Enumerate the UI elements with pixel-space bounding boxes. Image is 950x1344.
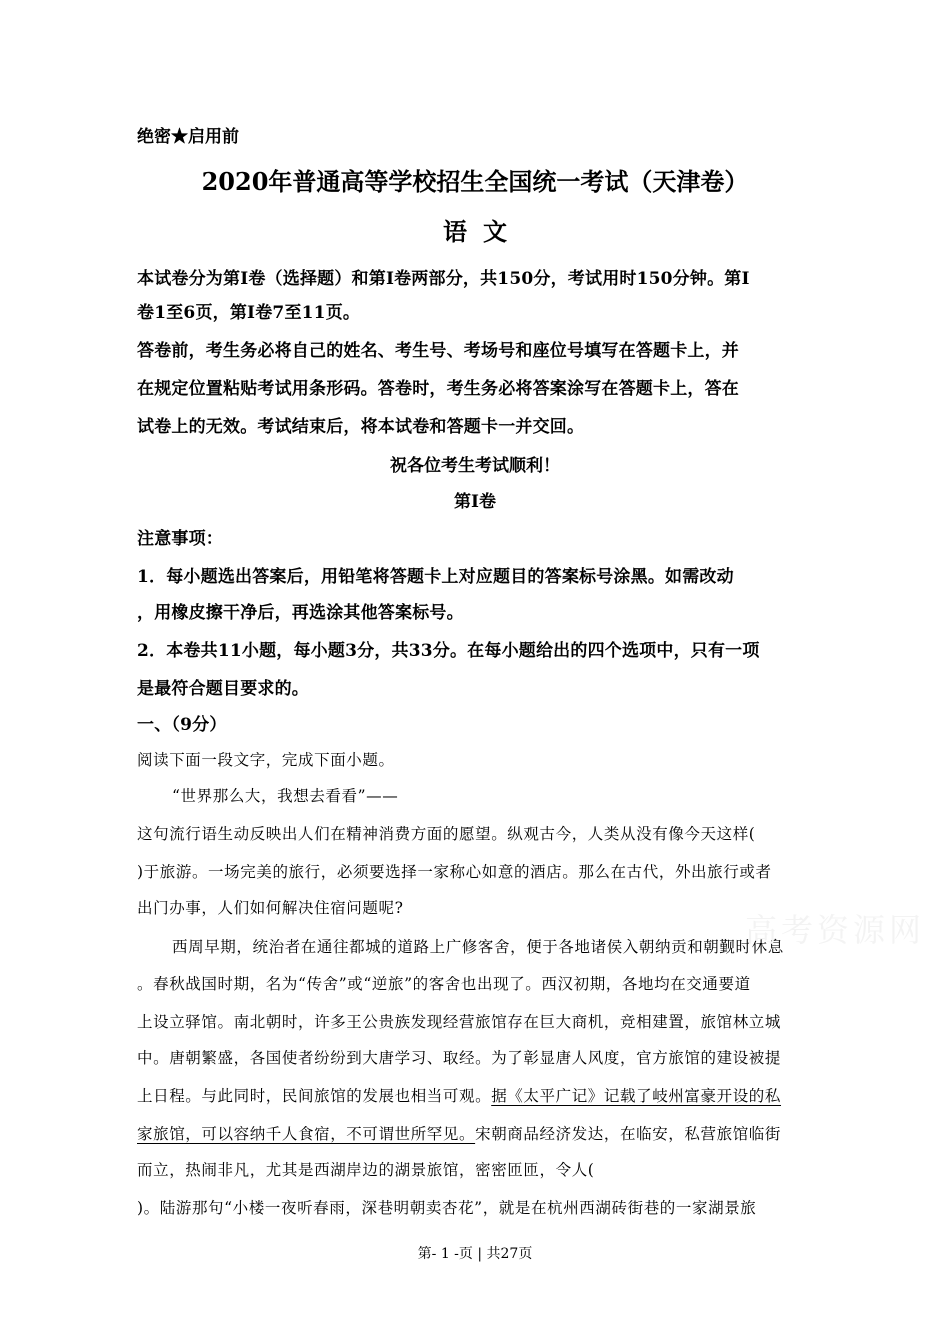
passage-line: [137, 1084, 781, 1106]
intro-line: 卷1至6页，第I卷7至11页。: [137, 303, 361, 323]
passage-line: [137, 1122, 781, 1144]
underlined-sentence: 家旅馆，可以容纳千人食宿，不可谓世所罕见。: [137, 1125, 476, 1143]
exam-title: 2020年普通高等学校招生全国统一考试（天津卷）: [201, 167, 749, 196]
passage-line: 出门办事，人们如何解决住宿问题呢?: [137, 899, 404, 917]
passage-line: 中。唐朝繁盛，各国使者纷纷到大唐学习、取经。为了彰显唐人风度，官方旅馆的建设被提: [137, 1049, 782, 1067]
confidential-label: 绝密★启用前: [137, 127, 239, 147]
intro-line: 本试卷分为第I卷（选择题）和第I卷两部分，共150分，考试用时150分钟。第I: [137, 269, 750, 289]
passage-line: 这句流行语生动反映出人们在精神消费方面的愿望。纵观古今，人类从没有像今天这样(: [137, 825, 756, 843]
notes-line: 是最符合题目要求的。: [137, 679, 309, 699]
intro-line: 试卷上的无效。考试结束后，将本试卷和答题卡一并交回。: [137, 417, 585, 437]
passage-text: 宋朝商品经济发达，在临安，私营旅馆临街: [475, 1125, 782, 1143]
passage-text: 上日程。与此同时，民间旅馆的发展也相当可观。: [137, 1087, 492, 1105]
watermark: 高考资源网: [745, 911, 926, 949]
page-footer: 第- 1 -页 | 共27页: [417, 1246, 533, 1262]
passage-line: )于旅游。一场完美的旅行，必须要选择一家称心如意的酒店。那么在古代，外出旅行或者: [137, 863, 772, 881]
good-luck-wish: 祝各位考生考试顺利！: [390, 456, 560, 476]
passage-line: 西周早期，统治者在通往都城的道路上广修客舍，便于各地诸侯入朝纳贡和朝觐时休息: [172, 938, 784, 956]
notes-line: 2．本卷共11小题，每小题3分，共33分。在每小题给出的四个选项中，只有一项: [137, 641, 760, 661]
intro-line: 在规定位置粘贴考试用条形码。答卷时，考生务必将答案涂写在答题卡上，答在: [137, 379, 739, 399]
intro-line: 答卷前，考生务必将自己的姓名、考生号、考场号和座位号填写在答题卡上，并: [137, 341, 739, 361]
section-heading: 一、（9分）: [137, 715, 227, 735]
passage-line: 。春秋战国时期，名为“传舍”或“逆旅”的客舍也出现了。西汉初期，各地均在交通要道: [137, 975, 751, 993]
passage-line: 上设立驿馆。南北朝时，许多王公贵族发现经营旅馆存在巨大商机，竞相建置，旅馆林立城: [137, 1013, 782, 1031]
quote-line: “世界那么大，我想去看看”——: [172, 787, 399, 805]
underlined-sentence: 据《太平广记》记载了岐州富豪开设的私: [491, 1087, 782, 1105]
notes-line: 1．每小题选出答案后，用铅笔将答题卡上对应题目的答案标号涂黑。如需改动: [137, 567, 734, 587]
passage-line: 而立，热闹非凡，尤其是西湖岸边的湖景旅馆，密密匝匝，令人(: [137, 1161, 595, 1179]
subject-title: 语文: [443, 217, 523, 246]
volume-heading: 第I卷: [454, 492, 496, 512]
passage-line: )。陆游那句“小楼一夜听春雨，深巷明朝卖杏花”，就是在杭州西湖砖街巷的一家湖景旅: [137, 1199, 757, 1217]
notes-line: ，用橡皮擦干净后，再选涂其他答案标号。: [137, 603, 464, 623]
section-instruction: 阅读下面一段文字，完成下面小题。: [137, 751, 395, 769]
notes-heading: 注意事项：: [137, 529, 223, 549]
